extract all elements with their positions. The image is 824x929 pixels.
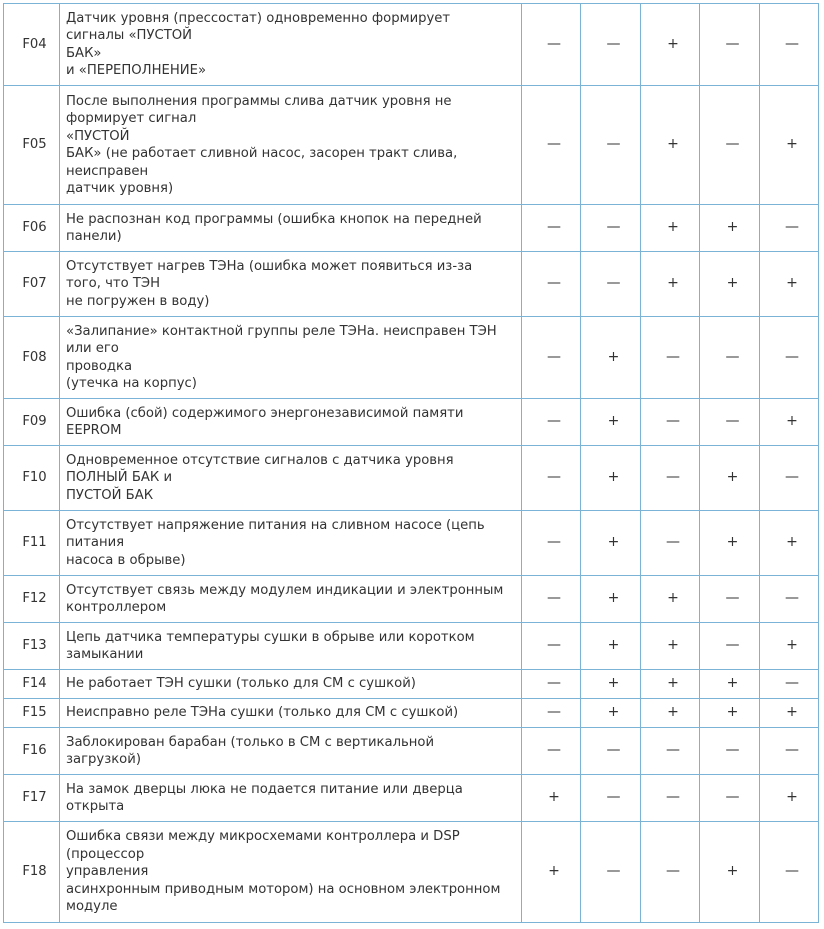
error-description	[60, 446, 522, 511]
table-row	[4, 775, 819, 822]
description-line: управления	[66, 864, 149, 880]
error-description	[60, 252, 522, 317]
table-row	[4, 252, 819, 317]
error-description	[60, 511, 522, 576]
indicator-mark: —	[522, 699, 581, 728]
description-line: «ПУСТОЙ	[66, 128, 130, 144]
description-line: ПОЛНЫЙ БАК и	[66, 470, 173, 486]
table-row	[4, 728, 819, 775]
indicator-mark: +	[760, 252, 819, 317]
error-description	[60, 775, 522, 822]
indicator-mark: +	[641, 576, 700, 623]
table-row	[4, 205, 819, 252]
indicator-mark: —	[760, 4, 819, 86]
error-description	[60, 822, 522, 923]
indicator-mark: —	[522, 728, 581, 775]
indicator-mark: —	[641, 728, 700, 775]
indicator-mark: —	[760, 317, 819, 399]
error-description	[60, 699, 522, 728]
indicator-mark: +	[700, 446, 760, 511]
table-row	[4, 670, 819, 699]
description-line: EEPROM	[66, 423, 122, 438]
error-description	[60, 399, 522, 446]
indicator-mark: +	[581, 576, 641, 623]
error-codes-table	[3, 3, 819, 923]
indicator-mark: +	[641, 623, 700, 670]
indicator-mark: —	[700, 399, 760, 446]
description-line: Заблокирован барабан (только в СМ с вертикальной	[66, 734, 435, 750]
table-body	[4, 4, 819, 923]
description-line: не погружен в воду)	[66, 293, 210, 309]
description-line: Датчик уровня (прессостат) одновременно формирует	[66, 10, 451, 26]
indicator-mark: —	[760, 822, 819, 923]
indicator-mark: +	[581, 670, 641, 699]
table-row	[4, 511, 819, 576]
indicator-mark: +	[581, 446, 641, 511]
indicator-mark: —	[581, 775, 641, 822]
indicator-mark: +	[760, 399, 819, 446]
description-line: (процессор	[66, 846, 145, 862]
indicator-mark: +	[641, 4, 700, 86]
description-line: Ошибка (сбой) содержимого энергонезависимой памяти	[66, 405, 464, 421]
description-line: (утечка на корпус)	[66, 376, 197, 391]
indicator-mark: —	[760, 205, 819, 252]
indicator-mark: —	[522, 399, 581, 446]
description-line: Не работает ТЭН сушки (только для СМ с сушкой)	[66, 676, 416, 692]
indicator-mark: —	[522, 670, 581, 699]
indicator-mark: +	[581, 699, 641, 728]
description-line: открыта	[66, 799, 125, 814]
indicator-mark: —	[641, 446, 700, 511]
description-line: или его	[66, 341, 119, 356]
indicator-mark: —	[581, 4, 641, 86]
indicator-mark: —	[522, 252, 581, 317]
indicator-mark: —	[522, 4, 581, 86]
indicator-mark: —	[641, 511, 700, 576]
description-line: Цепь датчика температуры сушки в обрыве или коротком	[66, 629, 475, 645]
indicator-mark: —	[581, 822, 641, 923]
indicator-mark: +	[760, 623, 819, 670]
indicator-mark: —	[641, 399, 700, 446]
indicator-mark: —	[700, 317, 760, 399]
description-line: На замок дверцы люка не подается питание или дверца	[66, 781, 463, 797]
description-line: загрузкой)	[66, 752, 141, 767]
table-row	[4, 4, 819, 86]
error-description	[60, 576, 522, 623]
description-line: замыкании	[66, 647, 144, 662]
indicator-mark: +	[700, 822, 760, 923]
error-description	[60, 728, 522, 775]
description-line: Ошибка связи между микросхемами контроллера и DSP	[66, 829, 460, 845]
indicator-mark: +	[760, 86, 819, 205]
description-line: питания	[66, 535, 125, 551]
indicator-mark: —	[641, 317, 700, 399]
error-code: F15	[4, 699, 60, 728]
indicator-mark: +	[760, 511, 819, 576]
table-row	[4, 576, 819, 623]
indicator-mark: +	[581, 623, 641, 670]
error-code: F06	[4, 205, 60, 252]
description-line: Отсутствует связь между модулем индикации и электронным	[66, 582, 504, 598]
indicator-mark: +	[522, 775, 581, 822]
description-line: того, что ТЭН	[66, 276, 161, 292]
indicator-mark: +	[522, 822, 581, 923]
description-line: БАК»	[66, 45, 102, 61]
indicator-mark: —	[760, 576, 819, 623]
error-description	[60, 205, 522, 252]
description-line: проводка	[66, 358, 133, 374]
description-line: ПУСТОЙ БАК	[66, 487, 154, 503]
description-line: и «ПЕРЕПОЛНЕНИЕ»	[66, 63, 207, 78]
description-line: формирует сигнал	[66, 111, 197, 126]
error-code: F16	[4, 728, 60, 775]
indicator-mark: —	[581, 86, 641, 205]
error-code: F11	[4, 511, 60, 576]
error-code: F09	[4, 399, 60, 446]
indicator-mark: —	[581, 728, 641, 775]
indicator-mark: —	[522, 86, 581, 205]
description-line: «Залипание» контактной группы реле ТЭНа. неисправен ТЭН	[66, 323, 497, 339]
description-line: Отсутствует нагрев ТЭНа (ошибка может появиться из-за	[66, 258, 473, 274]
indicator-mark: —	[522, 317, 581, 399]
error-code: F08	[4, 317, 60, 399]
error-description	[60, 670, 522, 699]
error-code: F14	[4, 670, 60, 699]
indicator-mark: —	[700, 775, 760, 822]
table-row	[4, 446, 819, 511]
error-description	[60, 86, 522, 205]
error-description	[60, 4, 522, 86]
error-code: F17	[4, 775, 60, 822]
indicator-mark: +	[581, 317, 641, 399]
error-description	[60, 623, 522, 670]
table-row	[4, 822, 819, 923]
error-description	[60, 317, 522, 399]
description-line: Отсутствует напряжение питания на сливном насосе (цепь	[66, 517, 485, 533]
indicator-mark: —	[522, 446, 581, 511]
description-line: панели)	[66, 229, 122, 244]
indicator-mark: +	[641, 205, 700, 252]
indicator-mark: —	[522, 576, 581, 623]
indicator-mark: +	[700, 670, 760, 699]
description-line: сигналы «ПУСТОЙ	[66, 28, 193, 43]
error-code: F07	[4, 252, 60, 317]
indicator-mark: +	[760, 699, 819, 728]
indicator-mark: —	[522, 511, 581, 576]
error-code: F12	[4, 576, 60, 623]
table-row	[4, 699, 819, 728]
indicator-mark: +	[641, 670, 700, 699]
indicator-mark: —	[522, 623, 581, 670]
indicator-mark: +	[641, 86, 700, 205]
indicator-mark: —	[760, 670, 819, 699]
indicator-mark: —	[700, 576, 760, 623]
indicator-mark: +	[581, 399, 641, 446]
description-line: неисправен	[66, 163, 149, 179]
error-code: F18	[4, 822, 60, 923]
table-row	[4, 623, 819, 670]
indicator-mark: —	[760, 446, 819, 511]
indicator-mark: —	[700, 86, 760, 205]
description-line: контроллером	[66, 600, 167, 615]
indicator-mark: +	[581, 511, 641, 576]
indicator-mark: —	[760, 728, 819, 775]
indicator-mark: —	[581, 205, 641, 252]
description-line: модуле	[66, 899, 118, 915]
indicator-mark: +	[700, 205, 760, 252]
error-code: F10	[4, 446, 60, 511]
error-code: F05	[4, 86, 60, 205]
description-line: После выполнения программы слива датчик уровня не	[66, 93, 452, 109]
indicator-mark: —	[522, 205, 581, 252]
indicator-mark: +	[641, 252, 700, 317]
table-row	[4, 399, 819, 446]
table-row	[4, 86, 819, 205]
indicator-mark: —	[641, 775, 700, 822]
indicator-mark: +	[700, 699, 760, 728]
description-line: асинхронным приводным мотором) на основном электронном	[66, 881, 501, 897]
indicator-mark: —	[581, 252, 641, 317]
indicator-mark: +	[700, 252, 760, 317]
description-line: насоса в обрыве)	[66, 552, 186, 568]
description-line: БАК» (не работает сливной насос, засорен тракт слива,	[66, 146, 458, 161]
description-line: Неисправно реле ТЭНа сушки (только для СМ с сушкой)	[66, 705, 459, 721]
indicator-mark: +	[641, 699, 700, 728]
indicator-mark: —	[641, 822, 700, 923]
indicator-mark: +	[700, 511, 760, 576]
error-code: F04	[4, 4, 60, 86]
error-code: F13	[4, 623, 60, 670]
description-line: Не распознан код программы (ошибка кнопок на передней	[66, 211, 482, 227]
indicator-mark: —	[700, 623, 760, 670]
indicator-mark: +	[760, 775, 819, 822]
description-line: датчик уровня)	[66, 181, 174, 196]
indicator-mark: —	[700, 4, 760, 86]
description-line: Одновременное отсутствие сигналов с датчика уровня	[66, 452, 454, 468]
table-row	[4, 317, 819, 399]
indicator-mark: —	[700, 728, 760, 775]
